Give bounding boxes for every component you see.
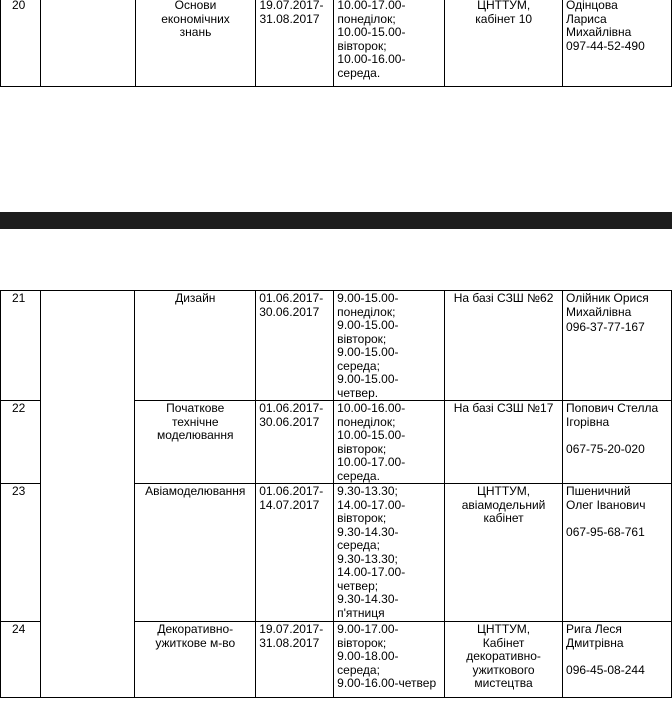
subject-line: Декоративно- bbox=[157, 622, 234, 636]
subject-line: знань bbox=[179, 25, 212, 39]
schedule-line: 9.00-15.00- bbox=[337, 318, 399, 332]
subject-cell bbox=[135, 401, 256, 484]
schedule-line: 10.00-16.00- bbox=[337, 401, 406, 415]
table-row bbox=[1, 401, 672, 484]
schedule-line: 10.00-17.00- bbox=[337, 455, 406, 469]
schedule-line: 9.00-18.00- bbox=[337, 649, 399, 663]
teacher-cell bbox=[563, 401, 672, 484]
schedule-cell bbox=[334, 622, 445, 698]
schedule-cell bbox=[334, 291, 445, 401]
table-row bbox=[1, 291, 672, 401]
schedule-line: понеділок; bbox=[337, 414, 396, 429]
date-line: 01.06.2017- bbox=[259, 484, 324, 498]
subject-line: Дизайн bbox=[175, 291, 216, 305]
location-line: На базі СЗШ №17 bbox=[453, 401, 554, 415]
subject-cell bbox=[135, 622, 256, 698]
table-row bbox=[1, 484, 672, 622]
teacher-line: Олег Іванович bbox=[566, 497, 646, 512]
teacher-cell bbox=[563, 291, 672, 401]
location-line: ЦНТТУМ, bbox=[476, 484, 531, 498]
schedule-cell bbox=[334, 401, 445, 484]
blank-cell bbox=[40, 484, 134, 622]
location-line: ЦНТТУМ, bbox=[476, 622, 531, 636]
teacher-line: Ігорівна bbox=[566, 414, 610, 429]
subject-cell bbox=[135, 484, 256, 622]
row-number: 21 bbox=[1, 291, 41, 401]
row-number: 23 bbox=[1, 484, 41, 622]
date-line: 31.08.2017 bbox=[259, 11, 320, 26]
location-cell bbox=[445, 484, 563, 622]
schedule-line: вівторок; bbox=[337, 511, 387, 525]
teacher-phone: 067-75-20-020 bbox=[566, 442, 645, 456]
subject-line: ужиткове м-во bbox=[155, 635, 236, 650]
location-cell bbox=[445, 291, 563, 401]
schedule-line: 9.00-15.00- bbox=[337, 372, 399, 386]
date-line: 30.06.2017 bbox=[259, 304, 320, 319]
location-line: кабінет bbox=[483, 511, 524, 525]
dates-cell bbox=[256, 0, 334, 86]
date-line: 30.06.2017 bbox=[259, 414, 320, 429]
teacher-cell bbox=[563, 484, 672, 622]
schedule-line: четвер. bbox=[337, 385, 379, 400]
blank-cell bbox=[40, 0, 135, 86]
subject-line: економічних bbox=[161, 11, 230, 26]
table-row bbox=[1, 622, 672, 698]
location-line: ужиткового bbox=[472, 662, 535, 677]
location-line: На базі СЗШ №62 bbox=[453, 291, 554, 305]
blank-cell bbox=[40, 291, 134, 401]
location-line: кабінет 10 bbox=[475, 11, 533, 26]
subject-line: моделювання bbox=[156, 428, 234, 442]
teacher-line: Михайлівна bbox=[566, 304, 632, 319]
date-line: 19.07.2017- bbox=[259, 622, 324, 636]
schedule-line: 9.30-14.30- bbox=[337, 524, 399, 539]
schedule-line: п'ятниця bbox=[337, 605, 385, 620]
schedule-line: 10.00-16.00- bbox=[337, 52, 406, 66]
teacher-cell bbox=[563, 622, 672, 698]
dates-cell bbox=[256, 401, 334, 484]
schedule-line: вівторок; bbox=[337, 331, 387, 346]
schedule-line: середа; bbox=[337, 358, 380, 373]
subject-line: Основи bbox=[174, 0, 217, 12]
location-line: мистецтва bbox=[474, 676, 533, 690]
teacher-phone: 096-45-08-244 bbox=[566, 663, 645, 677]
subject-line: технічне bbox=[171, 414, 219, 429]
schedule-line: вівторок; bbox=[337, 38, 387, 53]
date-line: 19.07.2017- bbox=[259, 0, 324, 12]
schedule-line: середа; bbox=[337, 538, 380, 552]
schedule-line: четвер; bbox=[337, 578, 379, 593]
row-number: 22 bbox=[1, 401, 41, 484]
schedule-cell bbox=[334, 484, 445, 622]
schedule-line: 10.00-15.00- bbox=[337, 25, 406, 39]
location-line: авіамодельний bbox=[461, 497, 546, 512]
schedule-line: 9.00-17.00- bbox=[337, 622, 399, 636]
schedule-line: 10.00-17.00- bbox=[337, 0, 406, 12]
subject-line: Авіамоделювання bbox=[145, 484, 246, 498]
schedule-table-bottom bbox=[0, 290, 672, 698]
location-cell bbox=[445, 401, 563, 484]
schedule-line: 9.30-13.30; bbox=[337, 551, 398, 566]
dates-cell bbox=[256, 622, 334, 698]
schedule-line: 14.00-17.00- bbox=[337, 497, 406, 512]
schedule-line: понеділок; bbox=[337, 304, 396, 319]
schedule-line: 10.00-15.00- bbox=[337, 428, 406, 442]
dates-cell bbox=[256, 484, 334, 622]
location-line: декоративно- bbox=[466, 649, 541, 663]
schedule-line: середа; bbox=[337, 662, 380, 677]
schedule-line: 9.00-15.00- bbox=[337, 291, 399, 305]
location-cell bbox=[445, 622, 563, 698]
page-break-divider bbox=[0, 212, 672, 229]
teacher-line: Попович Стелла bbox=[566, 401, 659, 415]
location-cell bbox=[445, 0, 563, 86]
location-line: ЦНТТУМ, bbox=[477, 0, 531, 12]
teacher-line: Пшеничний bbox=[566, 484, 631, 498]
schedule-line: середа. bbox=[337, 65, 381, 80]
blank-cell bbox=[40, 401, 134, 484]
date-line: 01.06.2017- bbox=[259, 401, 324, 415]
schedule-line: вівторок; bbox=[337, 635, 387, 650]
row-number: 20 bbox=[1, 0, 41, 86]
teacher-line: Дмитрівна bbox=[566, 635, 624, 650]
row-number: 24 bbox=[1, 622, 41, 698]
schedule-table-top bbox=[0, 0, 672, 87]
teacher-cell bbox=[563, 0, 672, 86]
schedule-line: вівторок; bbox=[337, 441, 387, 456]
teacher-line: Михайлівна bbox=[566, 25, 632, 39]
schedule-line: середа. bbox=[337, 468, 380, 483]
teacher-phone: 067-95-68-761 bbox=[566, 525, 645, 539]
blank-cell bbox=[40, 622, 134, 698]
date-line: 01.06.2017- bbox=[259, 291, 324, 305]
date-line: 31.08.2017 bbox=[259, 635, 320, 650]
teacher-line: Одінцова bbox=[566, 0, 618, 12]
subject-cell bbox=[135, 0, 256, 86]
schedule-line: 9.30-13.30; bbox=[337, 484, 398, 498]
schedule-line: 9.00-16.00-четвер bbox=[337, 676, 437, 690]
teacher-phone: 096-37-77-167 bbox=[566, 320, 645, 334]
schedule-line: 9.00-15.00- bbox=[337, 345, 399, 359]
teacher-phone: 097-44-52-490 bbox=[566, 38, 645, 53]
teacher-line: Лариса bbox=[566, 11, 607, 26]
teacher-line: Олійник Орися bbox=[566, 291, 649, 305]
dates-cell bbox=[256, 291, 334, 401]
teacher-line: Рига Леся bbox=[566, 622, 622, 636]
schedule-cell bbox=[334, 0, 445, 86]
schedule-line: 9.30-14.30- bbox=[337, 592, 399, 606]
location-line: Кабінет bbox=[482, 635, 525, 650]
subject-line: Початкове bbox=[166, 401, 225, 415]
subject-cell bbox=[135, 291, 256, 401]
table-row bbox=[1, 0, 672, 86]
schedule-line: 14.00-17.00- bbox=[337, 565, 406, 579]
date-line: 14.07.2017 bbox=[259, 497, 320, 512]
schedule-line: понеділок; bbox=[337, 11, 396, 26]
